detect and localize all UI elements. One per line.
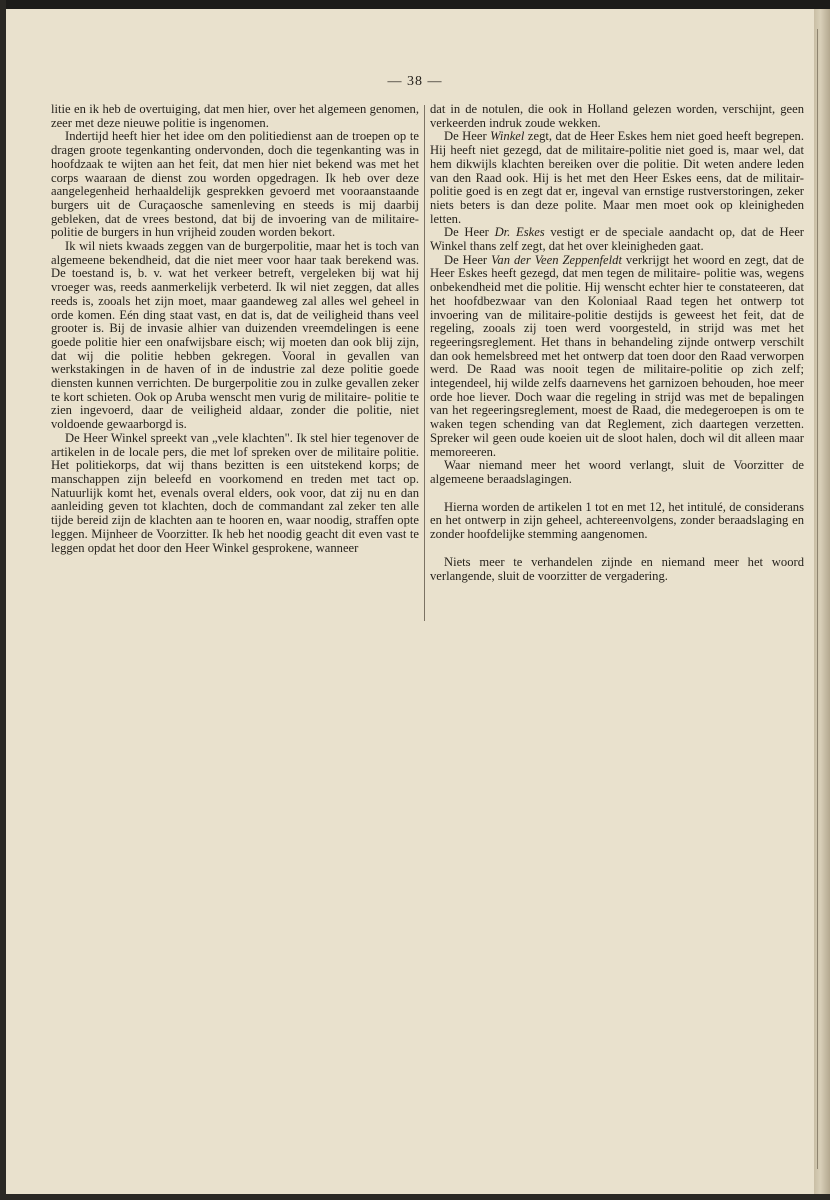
left-paragraph: litie en ik heb de overtuiging, dat men hier, over het algemeen genomen, zeer met deze nieuwe politie is ingenomen. <box>51 102 419 130</box>
adjacent-page-edge <box>814 9 830 1194</box>
right-paragraph <box>430 130 804 226</box>
scan-bottom-border <box>0 1194 830 1200</box>
left-column <box>51 103 419 555</box>
right-paragraph: Waar niemand meer het woord verlangt, sluit de Voorzitter de algemeene beraadslagingen. <box>430 458 804 486</box>
page-edge-line <box>817 29 818 1169</box>
left-paragraph: De Heer Winkel spreekt van „vele klachten". Ik stel hier tegenover de artikelen in de locale pers, die met lof spreken over de militaire politie. Het politiekorps, dat wij thans bezitten is een uitstekend korps; de manschappen zijn beleefd en voorkomend en treden met tact op. Natuurlijk komt het, evenals overal elders, ook voor, dat zij nu en dan aanleiding geven tot klachten, doch de commandant zal zeker ten alle tijde bereid zijn de klachten aan te hooren en, waar noodig, straffen opte leggen. Mijnheer de Voorzitter. Ik heb het noodig geacht dit even vast te leggen opdat het door den Heer Winkel gesprokene, wanneer <box>51 430 419 555</box>
speech-text: verkrijgt het woord en zegt, dat de Heer Eskes heeft gezegd, dat men tegen de militaire- politie was, wegens onbekendheid met die politie. Hij wenscht echter hier te constateeren, dat het hoofdbezwaar van den Koloniaal Raad tegen het ontwerp tot invoering van de militaire-politie destijds is geweest het feit, dat de regeling, zooals zij toen werd voorgesteld, in strijd was met het regeeringsreglement. Het thans in behandeling zijnde ontwerp verschilt dan ook hemelsbreed met het ontwerp dat toen door den Raad verworpen werd. De Raad was nooit tegen de militaire-politie op zich zelf; integendeel, hij wilde zelfs daarnevens het garnizoen behouden, hoe meer orde hoe liever. Doch waar die regeling in strijd was met de bepalingen van het regeeringsreglement, moest de Raad, die medegeroepen is om te waken tegen schending van dat Reglement, zich daartegen verzetten. Spreker wil geen oude koeien uit de sloot halen, doch wil dit alleen maar memoreeren. <box>430 252 804 459</box>
speaker-name: Winkel <box>490 129 525 144</box>
speaker-prefix: De Heer <box>444 252 492 267</box>
left-paragraph: Ik wil niets kwaads zeggen van de burgerpolitie, maar het is toch van algemeene bekendheid, dat die niet meer voor haar taak berekend was. De toestand is, b. v. wat het verkeer betreft, vergeleken bij wat hij vroeger was, reeds aanmerkelijk verbeterd. Ik wil niet zeggen, dat alles reeds is, zooals het zijn moet, maar gaandeweg zal alles wel geheel in orde komen. Eén ding staat vast, en dat is, dat de veiligheid thans veel grooter is. Bij de invasie alhier van duizenden vreemdelingen is eene goede politie hier een onafwijsbare eisch; wij moeten dan ook blij zijn, dat wij die politie hebben gekregen. Vooral in gevallen van werkstakingen in de haven of in de industrie zal deze politie goede diensten kunnen verrichten. De burgerpolitie zou in zulke gevallen zeker te kort schieten. Ook op Aruba wenscht men vurig de militaire- politie te zien ingevoerd, daar de veiligheid aldaar, zonder die politie, niet voldoende gewaarborgd is. <box>51 239 419 432</box>
scan-left-border <box>0 0 6 1200</box>
speaker-prefix: De Heer <box>444 225 495 240</box>
column-divider <box>424 105 425 621</box>
right-paragraph: dat in de notulen, die ook in Holland gelezen worden, verschijnt, geen verkeerden indruk zoude wekken. <box>430 102 804 130</box>
right-paragraph <box>430 254 804 460</box>
page-number: — 38 — <box>387 74 443 89</box>
speech-text: vestigt er de speciale aandacht op, dat de Heer Winkel thans zelf zegt, dat het over kleinigheden gaat. <box>430 225 805 254</box>
scan-top-border <box>0 0 830 9</box>
right-paragraph: Hierna worden de artikelen 1 tot en met 12, het intitulé, de considerans en het ontwerp in zijn geheel, achtereenvolgens, zonder beraadslaging en zonder hoofdelijke stemming aangenomen. <box>430 499 804 542</box>
speaker-prefix: De Heer <box>444 129 491 144</box>
right-paragraph <box>430 226 804 253</box>
speaker-name: Van der Veen Zeppenfeldt <box>491 252 622 267</box>
speech-text: zegt, dat de Heer Eskes hem niet goed heeft begrepen. Hij heeft niet gezegd, dat de militaire-politie niet goed is, maar wel, dat hem dikwijls klachten bereiken over die politie. Dit weten andere leden van den Raad ook. Hij is het met den Heer Eskes eens, dat de militair-politie goed is en zegt dat er, ingeval van ernstige rustverstoringen, zeker niets beters is dan deze polite. Maar men moet ook op kleinigheden letten. <box>430 129 804 226</box>
left-paragraph: Indertijd heeft hier het idee om den politiedienst aan de troepen op te dragen groote tegenkanting ondervonden, doch die tegenkanting was in hoofdzaak te wijten aan het feit, dat men hier niet bekend was met het corps waaraan de dienst zou worden opgedragen. Ik heb over deze aangelegenheid herhaaldelijk gesprekken gevoerd met vooraanstaande burgers uit de Curaçaosche samenleving en steeds is mij daarbij gebleken, dat de vrees bestond, dat bij de invoering van de militaire-politie de burgers in hun vrijheid zouden worden bekort. <box>51 129 419 240</box>
right-column <box>430 103 804 583</box>
speaker-name: Dr. Eskes <box>494 225 545 240</box>
right-paragraph: Niets meer te verhandelen zijnde en niemand meer het woord verlangende, sluit de voorzitter de vergadering. <box>430 554 804 583</box>
